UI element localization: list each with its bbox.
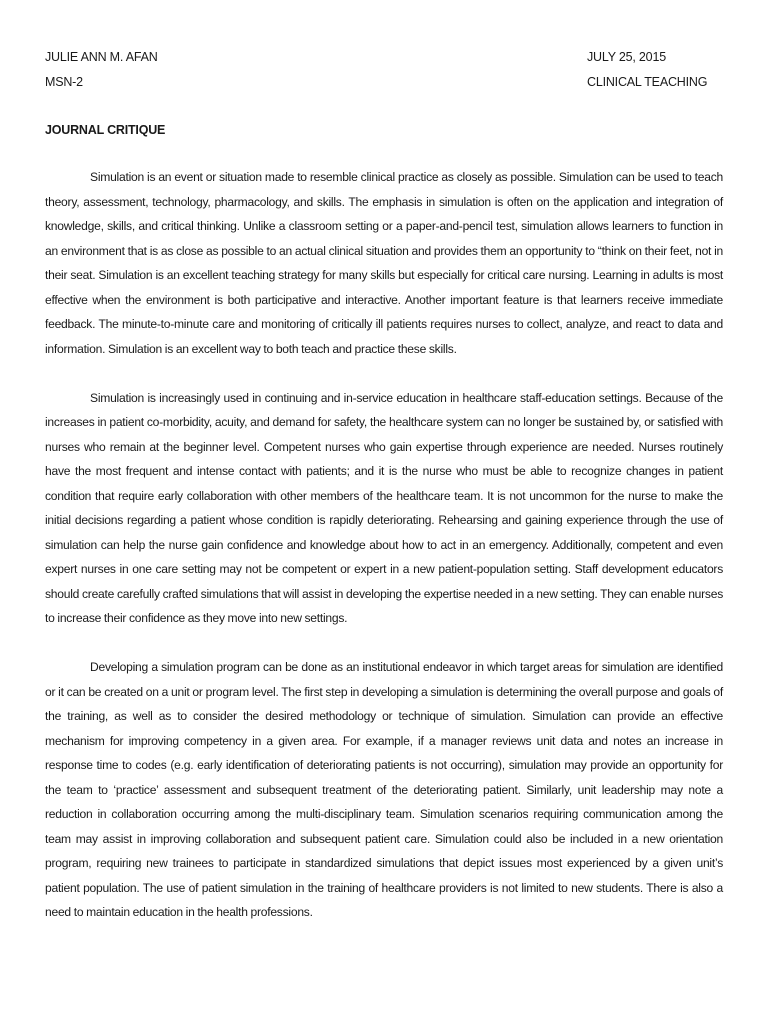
course-label: CLINICAL TEACHING [587,74,708,89]
paragraph-2: Simulation is increasingly used in continuing and in-service education in healthcare staff-education settings. Because of the increases in patient co-morbidity, acuity, and demand for safety, the healthcare system can no longer be sustained by, or satisfied with nurses who remain at the beginner level. Competent nurses who gain expertise through experience are needed. Nurses routinely have the most frequent and intense contact with patients; and it is the nurse who must be able to recognize changes in patient condition that require early collaboration with other members of the healthcare team. It is not uncommon for the nurse to make the initial decisions regarding a patient whose condition is rapidly deteriorating. Rehearsing and gaining experience through the use of simulation can help the nurse gain confidence and knowledge about how to act in an emergency. Additionally, competent and even expert nurses in one care setting may not be competent or expert in a new patient-population setting. Staff development educators should create carefully crafted simulations that will assist in developing the expertise needed in a new setting. They can enable nurses to increase their confidence as they move into new settings. [45,390,723,625]
program-label: MSN-2 [45,74,83,89]
header-right [587,45,707,94]
document-date: JULY 25, 2015 [587,50,666,64]
paragraph-1: Simulation is an event or situation made to resemble clinical practice as closely as possible. Simulation can be used to teach theory, assessment, technology, pharmacology, and skills. The emphasis in simulation is often on the application and integration of knowledge, skills, and critical thinking. Unlike a classroom setting or a paper-and-pencil test, simulation allows learners to function in an environment that is as close as possible to an actual clinical situation and provides them an opportunity to “think on their feet, not in their seat. Simulation is an excellent teaching strategy for many skills but especially for critical care nursing. Learning in adults is most effective when the environment is both participative and interactive. Another important feature is that learners receive immediate feedback. The minute-to-minute care and monitoring of critically ill patients requires nurses to collect, analyze, and react to data and information. Simulation is an excellent way to both teach and practice these skills. [45,170,723,356]
header-left [45,45,158,94]
paragraph-3: Developing a simulation program can be done as an institutional endeavor in which target areas for simulation are identified or it can be created on a unit or program level. The first step in developing a simulation is determining the overall purpose and goals of the training, as well as to consider the desired methodology or technique of simulation. Simulation can provide an effective mechanism for improving competency in a given area. For example, if a manager reviews unit data and notes an increase in response time to codes (e.g. early identification of deteriorating patients is not occurring), simulation may provide an opportunity for the team to ‘practice’ assessment and subsequent treatment of the deteriorating patient. Similarly, unit leadership may note a reduction in collaboration occurring among the multi-disciplinary team. Simulation scenarios requiring communication among the team may assist in improving collaboration and subsequent patient care. Simulation could also be included in a new orientation program, requiring new trainees to participate in standardized simulations that depict issues most experienced by a given unit’s patient population. The use of patient simulation in the training of healthcare providers is not limited to new students. There is also a need to maintain education in the health professions. [45,660,723,919]
document-body [45,165,723,949]
author-name: JULIE ANN M. AFAN [45,50,158,64]
document-page [45,0,723,1024]
document-title: JOURNAL CRITIQUE [45,123,166,137]
